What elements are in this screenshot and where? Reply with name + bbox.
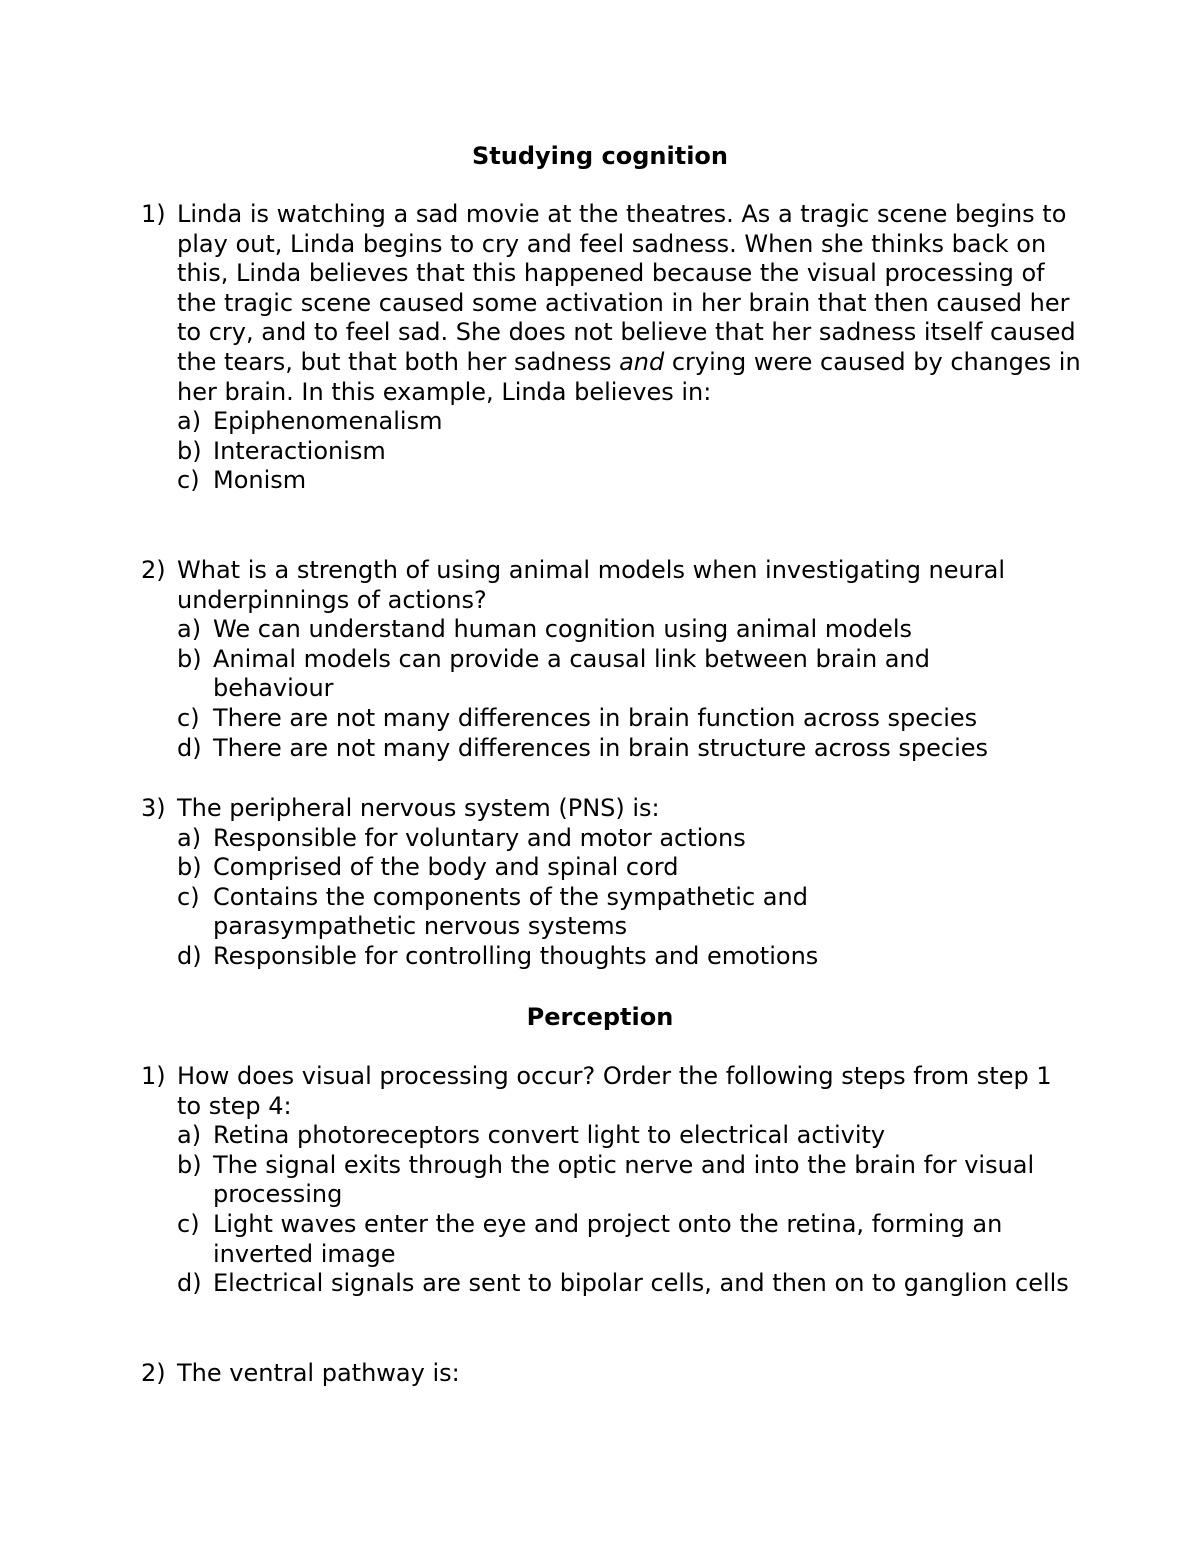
question-text: What is a strength of using animal models when investigating neural underpinnings of actions? xyxy=(177,556,1005,614)
option-text: There are not many differences in brain structure across species xyxy=(213,733,989,762)
option-text: Animal models can provide a causal link between brain and behaviour xyxy=(213,644,930,703)
option-letter: a) xyxy=(177,1121,202,1150)
question-block xyxy=(141,1062,1081,1299)
option-text: Epiphenomenalism xyxy=(213,407,443,436)
question-block xyxy=(141,556,1081,763)
question-block xyxy=(141,200,1081,496)
question-row xyxy=(141,794,1081,824)
section-title-perception: Perception xyxy=(526,1003,674,1031)
option-letter: c) xyxy=(177,466,200,495)
option-letter: d) xyxy=(177,733,202,762)
option-text: There are not many differences in brain function across species xyxy=(213,703,978,732)
option-text: Interactionism xyxy=(213,436,386,465)
option-text: Comprised of the body and spinal cord xyxy=(213,853,679,882)
option-letter: b) xyxy=(177,644,202,673)
question-text: How does visual processing occur? Order the following steps from step 1 to step 4: xyxy=(177,1062,1052,1120)
option-text: The signal exits through the optic nerve and into the brain for visual processing xyxy=(213,1150,1035,1209)
option-letter: a) xyxy=(177,407,202,436)
answer-option xyxy=(141,466,1081,496)
answer-option xyxy=(141,437,1081,467)
question-number: 2) xyxy=(141,556,166,584)
answer-option xyxy=(141,942,1081,972)
option-text: Light waves enter the eye and project onto the retina, forming an inverted image xyxy=(213,1209,1003,1268)
question-number: 1) xyxy=(141,200,166,228)
option-letter: d) xyxy=(177,1269,202,1298)
option-letter: a) xyxy=(177,615,202,644)
answer-option xyxy=(141,615,1081,645)
question-text: The ventral pathway is: xyxy=(177,1359,460,1387)
option-text: Electrical signals are sent to bipolar cells, and then on to ganglion cells xyxy=(213,1269,1069,1298)
question-number: 1) xyxy=(141,1062,166,1090)
question-block xyxy=(141,1359,1081,1389)
option-text: Contains the components of the sympathetic and parasympathetic nervous systems xyxy=(213,882,808,941)
answer-option xyxy=(141,1269,1081,1299)
option-letter: b) xyxy=(177,853,202,882)
question-row xyxy=(141,1359,1081,1389)
option-letter: a) xyxy=(177,823,202,852)
answer-option xyxy=(141,853,1081,883)
section-title-studying-cognition: Studying cognition xyxy=(472,142,728,170)
answer-option xyxy=(141,1151,1081,1210)
answer-option xyxy=(141,824,1081,854)
question-row xyxy=(141,556,1081,615)
question-text: Linda is watching a sad movie at the theatres. As a tragic scene begins to play out, Linda begins to cry and feel sadness. When she thinks back on this, Linda believes that this happened because the visual processing of the tragic scene caused some activation in her brain that then caused her to cry, and to feel sad. She does not believe that her sadness itself caused the tears, but that both her sadness and crying were caused by changes in her brain. In this example, Linda believes in: xyxy=(177,200,1081,406)
option-text: Retina photoreceptors convert light to electrical activity xyxy=(213,1121,886,1150)
question-number: 3) xyxy=(141,794,166,822)
question-block xyxy=(141,794,1081,972)
answer-option xyxy=(141,1210,1081,1269)
question-row xyxy=(141,1062,1081,1121)
emphasis-text: and xyxy=(619,347,665,376)
question-row xyxy=(141,200,1081,407)
option-letter: d) xyxy=(177,941,202,970)
option-text: Responsible for controlling thoughts and emotions xyxy=(213,941,819,970)
option-letter: b) xyxy=(177,436,202,465)
option-letter: c) xyxy=(177,882,200,911)
option-letter: c) xyxy=(177,703,200,732)
option-letter: b) xyxy=(177,1150,202,1179)
option-letter: c) xyxy=(177,1209,200,1238)
answer-option xyxy=(141,1121,1081,1151)
answer-option xyxy=(141,883,1081,942)
option-text: Responsible for voluntary and motor actions xyxy=(213,823,746,852)
answer-option xyxy=(141,407,1081,437)
answer-option xyxy=(141,645,1081,704)
option-text: We can understand human cognition using animal models xyxy=(213,615,913,644)
question-number: 2) xyxy=(141,1359,166,1387)
question-text: The peripheral nervous system (PNS) is: xyxy=(177,794,660,822)
option-text: Monism xyxy=(213,466,307,495)
answer-option xyxy=(141,734,1081,764)
answer-option xyxy=(141,704,1081,734)
